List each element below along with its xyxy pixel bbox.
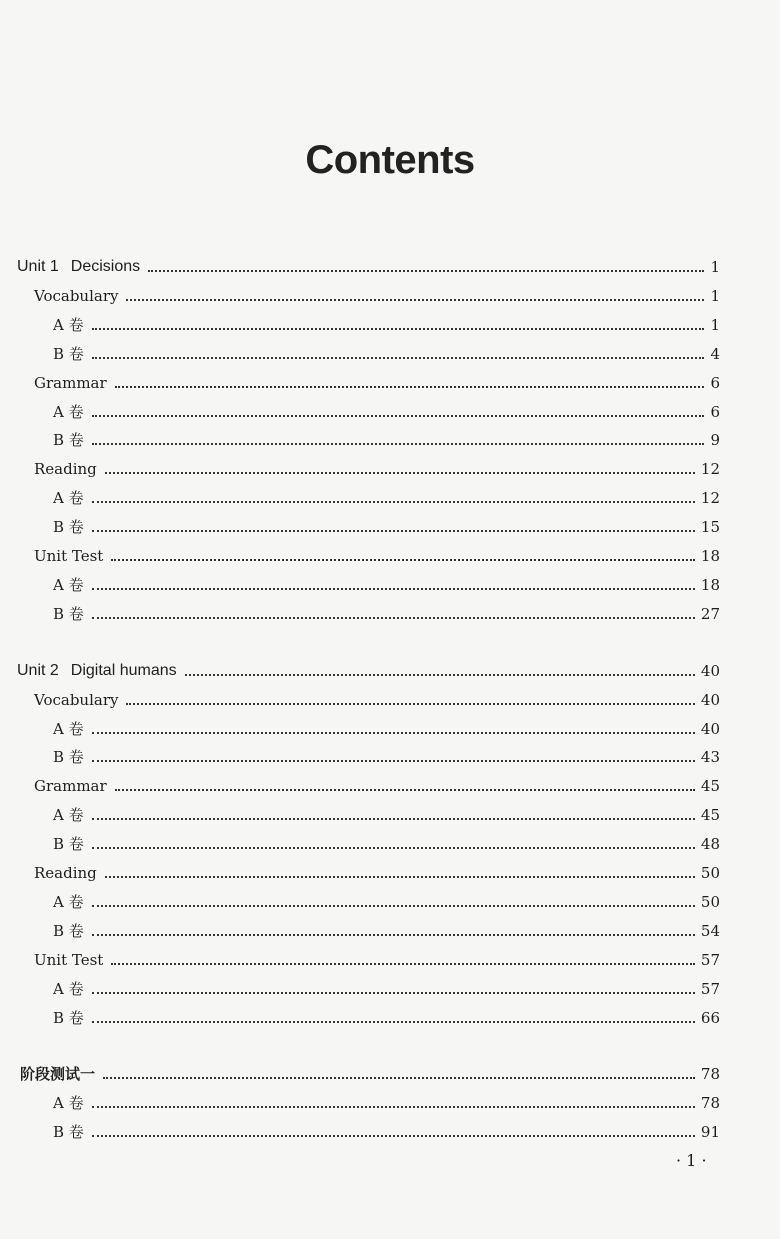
page-number: 50 [700, 864, 720, 882]
dot-leader [111, 559, 695, 561]
page-title: Contents [305, 138, 475, 182]
toc-unit-entry[interactable] [0, 250, 720, 278]
unit-name: Digital humans [70, 661, 177, 679]
section-label: Grammar [34, 373, 107, 392]
page-number: 78 [700, 1094, 720, 1113]
paper-label: B 卷 [53, 921, 84, 940]
page-number: 57 [700, 979, 720, 998]
page-number: 1 [710, 315, 720, 334]
toc-section-entry[interactable] [0, 366, 720, 394]
paper-label: B 卷 [53, 1123, 84, 1142]
paper-label: A 卷 [53, 979, 84, 998]
page-number: 12 [700, 489, 720, 508]
toc-section-entry[interactable] [0, 769, 720, 797]
toc-paper-entry[interactable] [0, 1001, 720, 1029]
page-number: 18 [700, 575, 720, 594]
dot-leader [92, 617, 695, 619]
paper-label: A 卷 [53, 719, 84, 738]
toc-paper-entry[interactable] [0, 308, 720, 336]
toc-paper-entry[interactable] [0, 395, 720, 423]
toc-paper-entry[interactable] [0, 798, 720, 826]
dot-leader [92, 934, 695, 936]
page-number: 43 [700, 748, 720, 767]
page-number: 40 [700, 690, 720, 709]
paper-label: B 卷 [53, 835, 84, 854]
dot-leader [92, 818, 695, 820]
toc-paper-entry[interactable] [0, 1086, 720, 1114]
dot-leader [92, 1135, 695, 1137]
paper-label: A 卷 [53, 1094, 84, 1113]
page-number: 6 [710, 402, 720, 421]
dot-leader [92, 1106, 695, 1108]
paper-label: B 卷 [53, 748, 84, 767]
toc-paper-entry[interactable] [0, 1115, 720, 1143]
dot-leader [92, 847, 695, 849]
paper-label: B 卷 [53, 604, 84, 623]
page-number: 57 [700, 950, 720, 969]
toc-paper-entry[interactable] [0, 481, 720, 509]
toc-section-entry[interactable] [0, 539, 720, 567]
dot-leader [92, 530, 695, 532]
section-label: Vocabulary [34, 690, 119, 709]
toc-section-entry[interactable] [0, 856, 720, 884]
unit-title [17, 660, 177, 682]
page-number: 1 [710, 258, 720, 276]
section-label: Vocabulary [34, 286, 119, 305]
dot-leader [92, 905, 695, 907]
page-number: 45 [700, 806, 720, 825]
toc-paper-entry[interactable] [0, 337, 720, 365]
paper-label: A 卷 [53, 315, 84, 334]
page-number: 12 [700, 460, 720, 479]
page-number: 91 [700, 1123, 720, 1142]
dot-leader [92, 501, 695, 503]
toc-paper-entry[interactable] [0, 885, 720, 913]
paper-label: A 卷 [53, 489, 84, 508]
toc-paper-entry[interactable] [0, 827, 720, 855]
toc-paper-entry[interactable] [0, 568, 720, 596]
toc-paper-entry[interactable] [0, 423, 720, 451]
dot-leader [115, 386, 705, 388]
dot-leader [148, 270, 704, 272]
paper-label: B 卷 [53, 431, 84, 450]
dot-leader [92, 732, 695, 734]
paper-label: B 卷 [53, 518, 84, 537]
dot-leader [92, 328, 705, 330]
page-number: 18 [700, 547, 720, 565]
dot-leader [92, 443, 705, 445]
paper-label: B 卷 [53, 1008, 84, 1027]
dot-leader [115, 789, 695, 791]
dot-leader [92, 760, 695, 762]
unit-name: Decisions [70, 258, 141, 275]
dot-leader [103, 1077, 695, 1079]
page-number: 45 [700, 777, 720, 796]
page-number: 4 [710, 344, 720, 363]
toc-paper-entry[interactable] [0, 712, 720, 740]
dot-leader [105, 472, 695, 474]
page-number: 66 [700, 1008, 720, 1027]
unit-number: Unit 2 [17, 661, 59, 679]
page-number: 9 [710, 431, 720, 450]
toc-section-entry[interactable] [0, 279, 720, 307]
paper-label: A 卷 [53, 892, 84, 911]
page-number-footer: · 1 · [676, 1151, 707, 1170]
dot-leader [126, 299, 704, 301]
page-number: 40 [700, 661, 720, 680]
page-number: 40 [700, 719, 720, 738]
page-number: 15 [700, 518, 720, 537]
page-number: 54 [700, 921, 720, 940]
section-label: Reading [34, 864, 97, 882]
dot-leader [105, 876, 695, 878]
page-number: 50 [700, 892, 720, 911]
dot-leader [126, 703, 694, 705]
dot-leader [92, 415, 705, 417]
toc-paper-entry[interactable] [0, 740, 720, 768]
section-label: Reading [34, 460, 97, 479]
unit-number: Unit 1 [17, 258, 59, 275]
toc-section-entry[interactable] [0, 683, 720, 711]
unit-title [17, 256, 140, 278]
section-label: Grammar [34, 777, 107, 796]
page-number: 48 [700, 835, 720, 854]
toc-unit-entry[interactable] [0, 654, 720, 682]
toc-stage-test-entry[interactable] [0, 1057, 720, 1085]
paper-label: A 卷 [53, 575, 84, 594]
dot-leader [111, 963, 695, 965]
section-label: Unit Test [34, 547, 104, 565]
toc-paper-entry[interactable] [0, 510, 720, 538]
page-number: 78 [700, 1065, 720, 1084]
paper-label: A 卷 [53, 806, 84, 825]
paper-label: B 卷 [53, 344, 84, 363]
page-number: 1 [710, 286, 720, 305]
dot-leader [92, 588, 695, 590]
toc-section-entry[interactable] [0, 452, 720, 480]
dot-leader [92, 1021, 695, 1023]
paper-label: A 卷 [53, 402, 84, 421]
toc-paper-entry[interactable] [0, 597, 720, 625]
dot-leader [185, 674, 695, 676]
page-number: 6 [710, 373, 720, 392]
page-number: 27 [700, 604, 720, 623]
dot-leader [92, 992, 695, 994]
toc-section-entry[interactable] [0, 943, 720, 971]
stage-test-label: 阶段测试一 [20, 1065, 96, 1084]
toc-paper-entry[interactable] [0, 914, 720, 942]
toc-paper-entry[interactable] [0, 972, 720, 1000]
dot-leader [92, 357, 705, 359]
section-label: Unit Test [34, 950, 104, 969]
